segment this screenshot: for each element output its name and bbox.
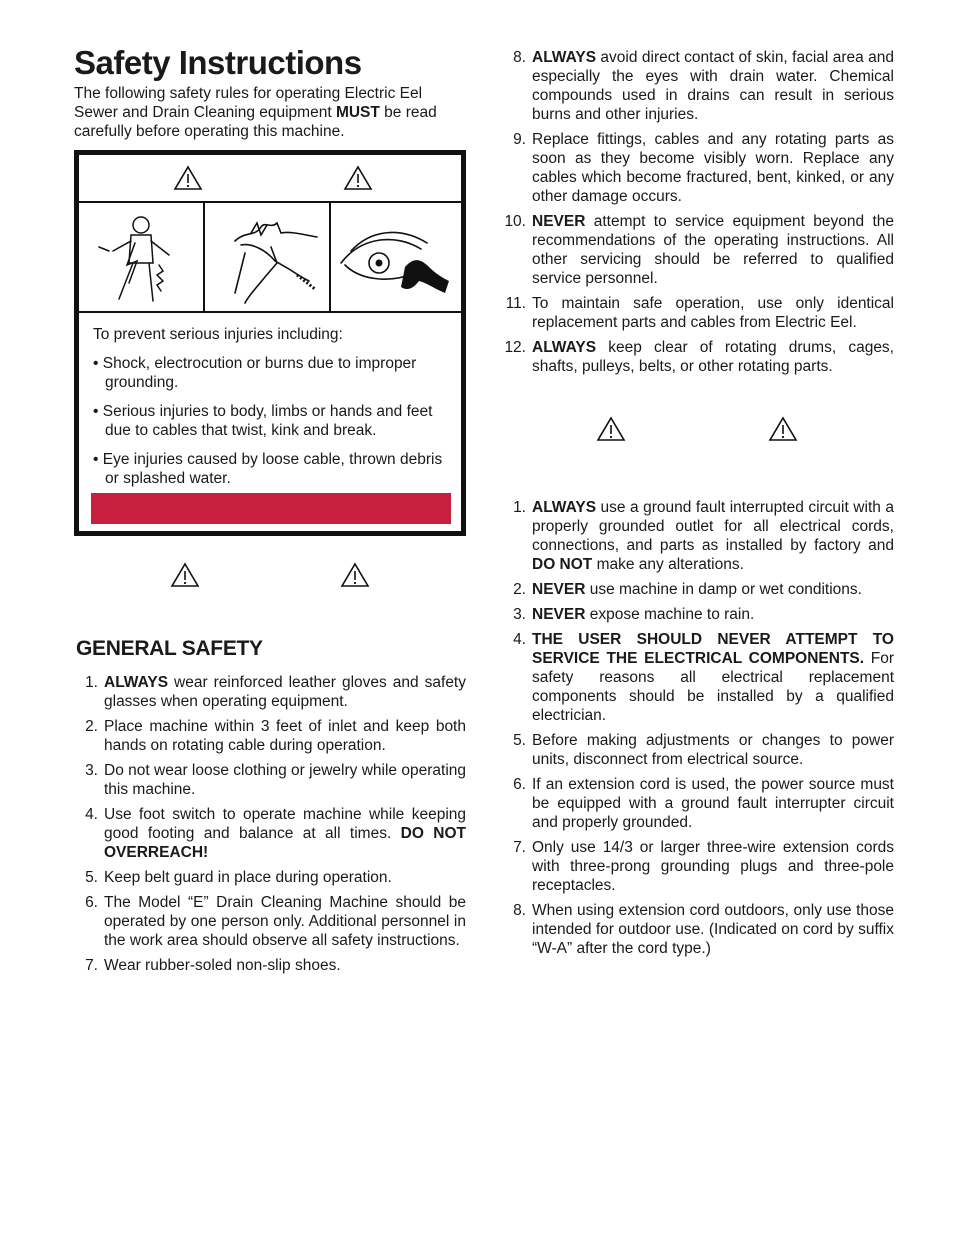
list-item: 2. Place machine within 3 feet of inlet and keep both hands on rotating cable during operation. bbox=[85, 718, 466, 754]
list-item: 6. If an extension cord is used, the power source must be equipped with a ground fault interrupter circuit and properly grounded. bbox=[513, 776, 894, 831]
list-item: 7. Only use 14/3 or larger three-wire extension cords with three-prong grounding plugs and three-pole receptacles. bbox=[513, 839, 894, 894]
list-item: 4. Use foot switch to operate machine while keeping good footing and balance at all times. DO NOT OVERREACH! bbox=[85, 806, 466, 861]
list-item: 5. Keep belt guard in place during operation. bbox=[85, 869, 392, 886]
list-item: 1. ALWAYS wear reinforced leather gloves and safety glasses when operating equipment. bbox=[85, 674, 466, 710]
warning-triangle-icon bbox=[340, 562, 370, 588]
intro-text-before: The following safety rules for operating Electric Eel Sewer and Drain Cleaning equipment bbox=[74, 85, 423, 121]
electric-shock-person-icon bbox=[79, 203, 205, 311]
warning-bullet: • Shock, electrocution or burns due to improper grounding. bbox=[93, 355, 417, 391]
warning-triangle-icon bbox=[170, 562, 200, 588]
general-safety-heading: GENERAL SAFETY bbox=[76, 637, 263, 660]
warning-triangle-icon bbox=[343, 165, 373, 191]
list-item: 3. Do not wear loose clothing or jewelry while operating this machine. bbox=[85, 762, 466, 798]
warning-bullet: • Eye injuries caused by loose cable, thrown debris or splashed water. bbox=[93, 451, 443, 487]
list-item: 5. Before making adjustments or changes to power units, disconnect from electrical source. bbox=[513, 732, 894, 768]
list-item: 8. When using extension cord outdoors, only use those intended for outdoor use. (Indicated on cord by suffix “W-A” after the cord type.) bbox=[513, 902, 894, 957]
warning-triangle-icon bbox=[596, 416, 626, 442]
warning-triangle-icon bbox=[768, 416, 798, 442]
eye-injury-icon bbox=[331, 203, 461, 311]
general-safety-list-left bbox=[74, 673, 466, 981]
list-item: 3. NEVER expose machine to rain. bbox=[513, 606, 755, 623]
list-item: 11. To maintain safe operation, use only identical replacement parts and cables from Electric Eel. bbox=[505, 295, 894, 331]
warning-text bbox=[93, 325, 451, 498]
warning-triangle-icon bbox=[173, 165, 203, 191]
list-item: 2. NEVER use machine in damp or wet conditions. bbox=[513, 581, 862, 598]
list-item: 1. ALWAYS use a ground fault interrupted circuit with a properly grounded outlet for all electrical cords, connections, and parts as installed by factory and DO NOT make any alterations. bbox=[513, 499, 894, 573]
list-item: 9. Replace fittings, cables and any rotating parts as soon as they become visibly worn. Replace any cables which become fractured, bent, kinked, or any other damage occurs. bbox=[513, 131, 894, 205]
list-item: 8. ALWAYS avoid direct contact of skin, facial area and especially the eyes with drain water. Chemical compounds used in drains can result in serious burns and other injuries. bbox=[513, 49, 894, 123]
danger-red-bar bbox=[91, 493, 451, 524]
list-item: 12. ALWAYS keep clear of rotating drums, cages, shafts, pulleys, belts, or other rotating parts. bbox=[504, 339, 894, 375]
warning-box bbox=[74, 150, 466, 536]
hand-cable-injury-icon bbox=[205, 203, 331, 311]
list-item: 6. The Model “E” Drain Cleaning Machine should be operated by one person only. Additional personnel in the work area should observe all safety instructions. bbox=[85, 894, 466, 949]
warning-lead: To prevent serious injuries including: bbox=[93, 326, 343, 343]
intro-bold: MUST bbox=[335, 104, 380, 121]
intro-paragraph bbox=[74, 84, 466, 141]
list-item: 4. THE USER SHOULD NEVER ATTEMPT TO SERVICE THE ELECTRICAL COMPONENTS. For safety reasons all electrical replacement components should be installed by a qualified electrician. bbox=[513, 631, 895, 724]
general-safety-list-right bbox=[502, 48, 894, 382]
warning-bullet: • Serious injuries to body, limbs or hands and feet due to cables that twist, kink and break. bbox=[93, 403, 433, 439]
intro-text-after: be read carefully before operating this machine. bbox=[74, 104, 437, 140]
hazard-pictograms bbox=[79, 203, 461, 313]
warning-header bbox=[79, 155, 461, 203]
page-title: Safety Instructions bbox=[74, 44, 362, 81]
list-item: 7. Wear rubber-soled non-slip shoes. bbox=[85, 957, 341, 974]
electrical-safety-list bbox=[502, 498, 894, 964]
list-item: 10. NEVER attempt to service equipment beyond the recommendations of the operating instructions. All other servicing should be referred to qualified service personnel. bbox=[504, 213, 894, 287]
